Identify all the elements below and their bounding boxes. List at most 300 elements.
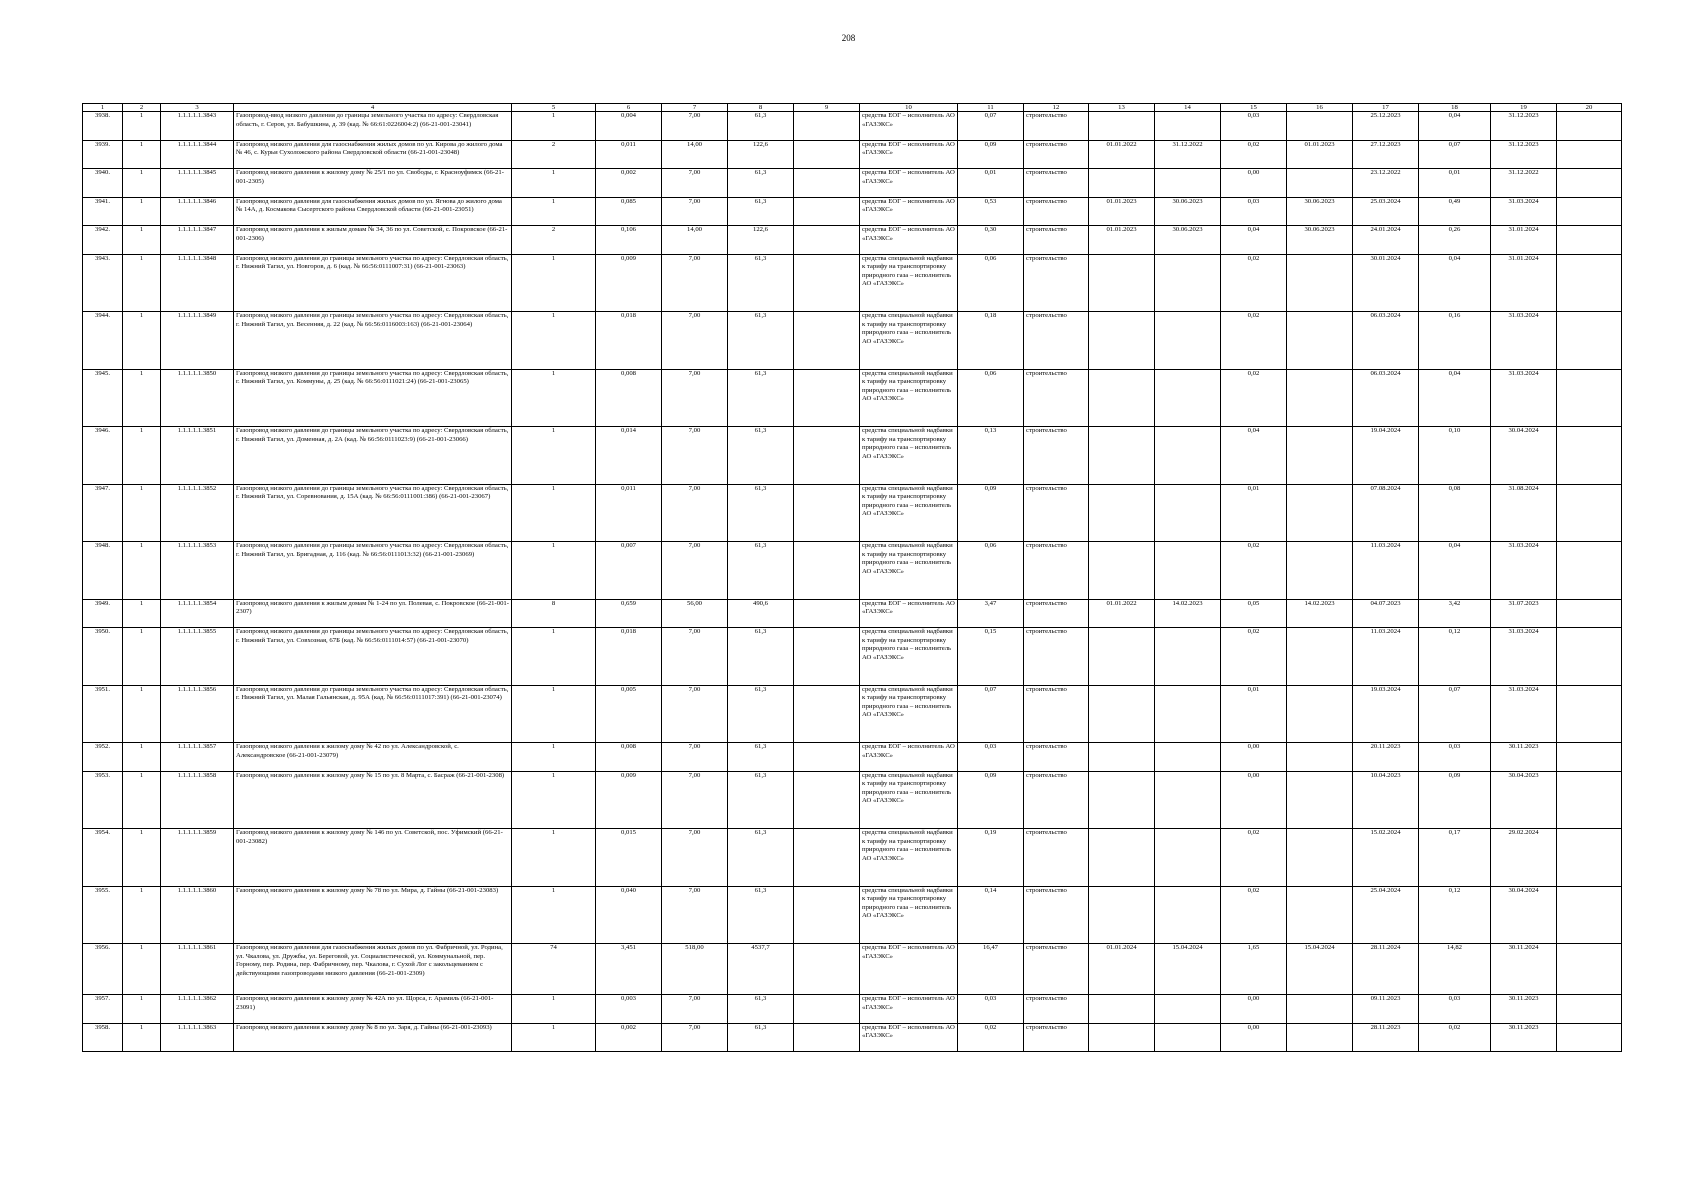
cell-col-17: 28.11.2024 [1353,944,1419,995]
cell-col-6: 0,003 [596,995,662,1024]
cell-col-9 [794,829,860,887]
cell-col-2: 1 [123,886,161,944]
cell-col-12: строительство [1024,542,1089,600]
cell-col-14 [1155,743,1221,772]
cell-col-7: 7,00 [662,628,728,686]
table-row [83,829,1622,887]
cell-col-2: 1 [123,312,161,370]
cell-col-17: 11.03.2024 [1353,542,1419,600]
cell-col-15: 0,02 [1221,369,1287,427]
cell-col-13 [1089,1023,1155,1052]
cell-col-5: 1 [512,169,596,198]
cell-col-6: 0,009 [596,771,662,829]
cell-col-8: 61,3 [728,886,794,944]
cell-col-16 [1287,312,1353,370]
cell-col-4: Газопровод низкого давления для газоснабжения жилых домов по ул. Фабричной, ул. Родина, ул. Чкалова, ул. Дружбы, ул. Береговой, ул. Социалистической, ул. Коммунальной, пер. Горному, пер. Родина, пер. Фабричному, пер. Чкалова, г. Сухой Лог с закольцеванием с действующими газопроводами низкого давления (66-21-001-2309) [234,944,512,995]
cell-col-4: Газопровод низкого давления к жилому дому № 146 по ул. Советской, пос. Уфимский (66-21-001-23082) [234,829,512,887]
cell-col-16: 15.04.2024 [1287,944,1353,995]
cell-col-5: 1 [512,628,596,686]
page-number: 208 [841,33,856,43]
cell-col-2: 1 [123,1023,161,1052]
cell-col-17: 27.12.2023 [1353,140,1419,169]
cell-col-1: 3946. [83,427,123,485]
cell-col-4: Газопровод низкого давления к жилому дому № 15 по ул. 8 Марта, с. Басраж (66-21-001-2308) [234,771,512,829]
cell-col-4: Газопровод низкого давления к жилым домам № 34, 36 по ул. Советской, с. Покровское (66-21-001-2306) [234,226,512,255]
cell-col-17: 06.03.2024 [1353,312,1419,370]
cell-col-14 [1155,995,1221,1024]
cell-col-17: 28.11.2023 [1353,1023,1419,1052]
cell-col-20 [1557,112,1622,141]
cell-col-15: 0,00 [1221,995,1287,1024]
cell-col-9 [794,369,860,427]
cell-col-12: строительство [1024,197,1089,226]
column-header-1: 1 [83,104,123,112]
cell-col-20 [1557,226,1622,255]
cell-col-14: 30.06.2023 [1155,226,1221,255]
cell-col-1: 3950. [83,628,123,686]
cell-col-1: 3953. [83,771,123,829]
cell-col-12: строительство [1024,628,1089,686]
cell-col-1: 3947. [83,484,123,542]
cell-col-2: 1 [123,829,161,887]
cell-col-19: 31.03.2024 [1491,542,1557,600]
cell-col-18: 3,42 [1419,599,1491,628]
cell-col-3: 1.1.1.1.1.3850 [161,369,234,427]
cell-col-11: 0,06 [958,542,1024,600]
cell-col-7: 7,00 [662,1023,728,1052]
cell-col-7: 7,00 [662,369,728,427]
cell-col-15: 0,02 [1221,628,1287,686]
cell-col-2: 1 [123,140,161,169]
cell-col-7: 14,00 [662,226,728,255]
cell-col-14 [1155,628,1221,686]
column-header-10: 10 [860,104,958,112]
cell-col-8: 61,3 [728,197,794,226]
cell-col-9 [794,197,860,226]
cell-col-5: 2 [512,140,596,169]
column-header-7: 7 [662,104,728,112]
cell-col-11: 0,01 [958,169,1024,198]
cell-col-19: 30.04.2023 [1491,771,1557,829]
cell-col-5: 1 [512,542,596,600]
cell-col-8: 61,3 [728,484,794,542]
cell-col-18: 0,08 [1419,484,1491,542]
table-row [83,369,1622,427]
cell-col-7: 518,00 [662,944,728,995]
cell-col-1: 3949. [83,599,123,628]
cell-col-14 [1155,771,1221,829]
cell-col-1: 3951. [83,685,123,743]
cell-col-20 [1557,169,1622,198]
cell-col-6: 0,015 [596,829,662,887]
cell-col-20 [1557,743,1622,772]
cell-col-15: 0,02 [1221,254,1287,312]
cell-col-3: 1.1.1.1.1.3862 [161,995,234,1024]
cell-col-17: 23.12.2022 [1353,169,1419,198]
cell-col-14 [1155,484,1221,542]
cell-col-10: средства специальной надбавки к тарифу на транспортировку природного газа – исполнитель АО «ГАЗЭКС» [860,628,958,686]
cell-col-9 [794,628,860,686]
cell-col-8: 61,3 [728,685,794,743]
column-header-14: 14 [1155,104,1221,112]
cell-col-17: 19.04.2024 [1353,427,1419,485]
cell-col-12: строительство [1024,829,1089,887]
cell-col-10: средства специальной надбавки к тарифу на транспортировку природного газа – исполнитель АО «ГАЗЭКС» [860,685,958,743]
table-row [83,771,1622,829]
cell-col-3: 1.1.1.1.1.3848 [161,254,234,312]
cell-col-10: средства ЕОГ – исполнитель АО «ГАЗЭКС» [860,226,958,255]
cell-col-14: 30.06.2023 [1155,197,1221,226]
cell-col-9 [794,427,860,485]
cell-col-18: 0,07 [1419,685,1491,743]
cell-col-15: 0,03 [1221,197,1287,226]
cell-col-10: средства ЕОГ – исполнитель АО «ГАЗЭКС» [860,169,958,198]
cell-col-11: 16,47 [958,944,1024,995]
cell-col-16 [1287,995,1353,1024]
table-row [83,685,1622,743]
cell-col-9 [794,254,860,312]
cell-col-8: 61,3 [728,169,794,198]
cell-col-18: 0,16 [1419,312,1491,370]
cell-col-13 [1089,685,1155,743]
cell-col-7: 7,00 [662,995,728,1024]
cell-col-10: средства ЕОГ – исполнитель АО «ГАЗЭКС» [860,995,958,1024]
cell-col-20 [1557,685,1622,743]
cell-col-15: 0,00 [1221,743,1287,772]
cell-col-20 [1557,628,1622,686]
cell-col-19: 29.02.2024 [1491,829,1557,887]
cell-col-5: 1 [512,771,596,829]
cell-col-3: 1.1.1.1.1.3847 [161,226,234,255]
cell-col-13 [1089,484,1155,542]
cell-col-6: 0,040 [596,886,662,944]
cell-col-6: 0,018 [596,312,662,370]
cell-col-18: 0,10 [1419,427,1491,485]
cell-col-5: 1 [512,995,596,1024]
cell-col-6: 0,018 [596,628,662,686]
cell-col-19: 30.04.2024 [1491,427,1557,485]
cell-col-5: 1 [512,312,596,370]
cell-col-18: 0,04 [1419,542,1491,600]
cell-col-17: 25.03.2024 [1353,197,1419,226]
cell-col-10: средства специальной надбавки к тарифу на транспортировку природного газа – исполнитель АО «ГАЗЭКС» [860,369,958,427]
cell-col-4: Газопровод низкого давления до границы земельного участка по адресу: Свердловская область, г. Нижний Тагил, ул. Новгоров, д. 6 (кад. № 66:56:0111007:31) (66-21-001-23063) [234,254,512,312]
cell-col-14 [1155,169,1221,198]
cell-col-8: 4537,7 [728,944,794,995]
cell-col-5: 1 [512,427,596,485]
cell-col-20 [1557,1023,1622,1052]
cell-col-11: 0,07 [958,685,1024,743]
cell-col-20 [1557,427,1622,485]
cell-col-18: 0,12 [1419,886,1491,944]
cell-col-14 [1155,542,1221,600]
cell-col-1: 3958. [83,1023,123,1052]
cell-col-11: 0,06 [958,369,1024,427]
cell-col-13 [1089,995,1155,1024]
cell-col-3: 1.1.1.1.1.3856 [161,685,234,743]
cell-col-7: 7,00 [662,743,728,772]
cell-col-20 [1557,829,1622,887]
cell-col-18: 0,02 [1419,1023,1491,1052]
cell-col-18: 0,03 [1419,743,1491,772]
cell-col-3: 1.1.1.1.1.3852 [161,484,234,542]
table-row [83,542,1622,600]
cell-col-15: 0,00 [1221,1023,1287,1052]
cell-col-14 [1155,886,1221,944]
cell-col-5: 1 [512,369,596,427]
cell-col-11: 0,09 [958,771,1024,829]
cell-col-19: 31.03.2024 [1491,628,1557,686]
cell-col-9 [794,112,860,141]
cell-col-8: 122,6 [728,226,794,255]
cell-col-16: 14.02.2023 [1287,599,1353,628]
cell-col-16 [1287,427,1353,485]
cell-col-8: 61,3 [728,112,794,141]
cell-col-18: 0,49 [1419,197,1491,226]
table-row [83,995,1622,1024]
cell-col-18: 0,12 [1419,628,1491,686]
cell-col-2: 1 [123,743,161,772]
cell-col-10: средства ЕОГ – исполнитель АО «ГАЗЭКС» [860,944,958,995]
cell-col-6: 0,007 [596,542,662,600]
cell-col-11: 0,14 [958,886,1024,944]
cell-col-3: 1.1.1.1.1.3845 [161,169,234,198]
cell-col-14 [1155,685,1221,743]
cell-col-20 [1557,995,1622,1024]
cell-col-13 [1089,427,1155,485]
cell-col-11: 0,03 [958,995,1024,1024]
cell-col-1: 3943. [83,254,123,312]
cell-col-5: 74 [512,944,596,995]
cell-col-1: 3939. [83,140,123,169]
cell-col-17: 25.04.2024 [1353,886,1419,944]
cell-col-10: средства специальной надбавки к тарифу на транспортировку природного газа – исполнитель АО «ГАЗЭКС» [860,542,958,600]
cell-col-18: 0,04 [1419,254,1491,312]
cell-col-5: 1 [512,1023,596,1052]
cell-col-19: 31.03.2024 [1491,312,1557,370]
cell-col-12: строительство [1024,484,1089,542]
cell-col-15: 0,00 [1221,169,1287,198]
cell-col-1: 3956. [83,944,123,995]
cell-col-10: средства ЕОГ – исполнитель АО «ГАЗЭКС» [860,197,958,226]
cell-col-8: 61,3 [728,542,794,600]
cell-col-14: 14.02.2023 [1155,599,1221,628]
cell-col-3: 1.1.1.1.1.3853 [161,542,234,600]
cell-col-1: 3945. [83,369,123,427]
cell-col-11: 0,07 [958,112,1024,141]
column-header-16: 16 [1287,104,1353,112]
column-header-6: 6 [596,104,662,112]
cell-col-7: 7,00 [662,197,728,226]
cell-col-13 [1089,169,1155,198]
column-header-17: 17 [1353,104,1419,112]
table-row [83,628,1622,686]
cell-col-2: 1 [123,944,161,995]
cell-col-7: 7,00 [662,427,728,485]
cell-col-20 [1557,542,1622,600]
cell-col-1: 3952. [83,743,123,772]
cell-col-18: 0,01 [1419,169,1491,198]
cell-col-2: 1 [123,427,161,485]
cell-col-7: 7,00 [662,685,728,743]
cell-col-17: 11.03.2024 [1353,628,1419,686]
cell-col-17: 15.02.2024 [1353,829,1419,887]
cell-col-7: 56,00 [662,599,728,628]
column-header-2: 2 [123,104,161,112]
cell-col-16 [1287,771,1353,829]
cell-col-2: 1 [123,226,161,255]
cell-col-13 [1089,312,1155,370]
cell-col-13 [1089,829,1155,887]
cell-col-4: Газопровод низкого давления до границы земельного участка по адресу: Свердловская область, г. Нижний Тагил, ул. Малая Гальянская, д. 95А (кад. № 66:56:0111017:391) (66-21-001-23074) [234,685,512,743]
cell-col-14 [1155,1023,1221,1052]
cell-col-5: 1 [512,254,596,312]
cell-col-10: средства специальной надбавки к тарифу на транспортировку природного газа – исполнитель АО «ГАЗЭКС» [860,829,958,887]
cell-col-6: 0,002 [596,1023,662,1052]
cell-col-14 [1155,254,1221,312]
cell-col-10: средства специальной надбавки к тарифу на транспортировку природного газа – исполнитель АО «ГАЗЭКС» [860,484,958,542]
cell-col-8: 61,3 [728,995,794,1024]
cell-col-10: средства специальной надбавки к тарифу на транспортировку природного газа – исполнитель АО «ГАЗЭКС» [860,886,958,944]
column-header-9: 9 [794,104,860,112]
cell-col-16: 30.06.2023 [1287,226,1353,255]
cell-col-19: 31.12.2023 [1491,140,1557,169]
cell-col-7: 7,00 [662,312,728,370]
cell-col-6: 0,009 [596,254,662,312]
cell-col-6: 0,014 [596,427,662,485]
cell-col-3: 1.1.1.1.1.3843 [161,112,234,141]
cell-col-11: 0,03 [958,743,1024,772]
cell-col-2: 1 [123,995,161,1024]
cell-col-9 [794,743,860,772]
table-row [83,312,1622,370]
cell-col-10: средства ЕОГ – исполнитель АО «ГАЗЭКС» [860,1023,958,1052]
cell-col-15: 1,65 [1221,944,1287,995]
cell-col-5: 1 [512,484,596,542]
cell-col-11: 0,09 [958,140,1024,169]
cell-col-12: строительство [1024,254,1089,312]
cell-col-15: 0,04 [1221,226,1287,255]
cell-col-17: 09.11.2023 [1353,995,1419,1024]
cell-col-7: 7,00 [662,771,728,829]
cell-col-7: 7,00 [662,169,728,198]
cell-col-8: 490,6 [728,599,794,628]
cell-col-12: строительство [1024,944,1089,995]
cell-col-4: Газопровод низкого давления к жилому дому № 42 по ул. Александровской, с. Александровское (66-21-001-23079) [234,743,512,772]
cell-col-6: 0,004 [596,112,662,141]
cell-col-12: строительство [1024,886,1089,944]
cell-col-10: средства специальной надбавки к тарифу на транспортировку природного газа – исполнитель АО «ГАЗЭКС» [860,771,958,829]
cell-col-5: 8 [512,599,596,628]
cell-col-10: средства специальной надбавки к тарифу на транспортировку природного газа – исполнитель АО «ГАЗЭКС» [860,427,958,485]
cell-col-7: 14,00 [662,140,728,169]
cell-col-13: 01.01.2024 [1089,944,1155,995]
cell-col-12: строительство [1024,312,1089,370]
table-header-row [83,104,1622,112]
cell-col-2: 1 [123,771,161,829]
cell-col-17: 30.01.2024 [1353,254,1419,312]
cell-col-3: 1.1.1.1.1.3861 [161,944,234,995]
cell-col-2: 1 [123,169,161,198]
cell-col-4: Газопровод-ввод низкого давления до границы земельного участка по адресу: Свердловская область, г. Серов, ул. Бабушкина, д. 39 (кад. № 66:61:0226004:2) (66-21-001-23041) [234,112,512,141]
cell-col-20 [1557,484,1622,542]
cell-col-7: 7,00 [662,829,728,887]
cell-col-19: 31.01.2024 [1491,226,1557,255]
cell-col-2: 1 [123,599,161,628]
cell-col-12: строительство [1024,140,1089,169]
cell-col-13 [1089,112,1155,141]
cell-col-13 [1089,628,1155,686]
cell-col-11: 0,19 [958,829,1024,887]
cell-col-1: 3955. [83,886,123,944]
cell-col-4: Газопровод низкого давления к жилому дому № 42А по ул. Щорса, г. Арамиль (66-21-001-23091) [234,995,512,1024]
column-header-20: 20 [1557,104,1622,112]
cell-col-12: строительство [1024,169,1089,198]
cell-col-19: 31.12.2022 [1491,169,1557,198]
cell-col-16 [1287,484,1353,542]
cell-col-5: 1 [512,112,596,141]
table-row [83,886,1622,944]
cell-col-14: 31.12.2022 [1155,140,1221,169]
cell-col-1: 3941. [83,197,123,226]
cell-col-7: 7,00 [662,886,728,944]
cell-col-18: 0,04 [1419,369,1491,427]
cell-col-11: 0,02 [958,1023,1024,1052]
cell-col-3: 1.1.1.1.1.3857 [161,743,234,772]
cell-col-16 [1287,1023,1353,1052]
cell-col-18: 0,04 [1419,112,1491,141]
cell-col-1: 3944. [83,312,123,370]
cell-col-9 [794,484,860,542]
cell-col-6: 0,008 [596,369,662,427]
cell-col-12: строительство [1024,427,1089,485]
cell-col-18: 0,03 [1419,995,1491,1024]
cell-col-7: 7,00 [662,542,728,600]
cell-col-4: Газопровод низкого давления к жилому дому № 78 по ул. Мира, д. Гайны (66-21-001-23083) [234,886,512,944]
column-header-12: 12 [1024,104,1089,112]
cell-col-6: 0,011 [596,484,662,542]
cell-col-20 [1557,312,1622,370]
cell-col-9 [794,771,860,829]
cell-col-3: 1.1.1.1.1.3860 [161,886,234,944]
cell-col-3: 1.1.1.1.1.3863 [161,1023,234,1052]
cell-col-1: 3948. [83,542,123,600]
cell-col-19: 31.03.2024 [1491,197,1557,226]
cell-col-13 [1089,771,1155,829]
cell-col-12: строительство [1024,599,1089,628]
cell-col-5: 1 [512,829,596,887]
column-header-4: 4 [234,104,512,112]
table-row [83,140,1622,169]
cell-col-13: 01.01.2023 [1089,226,1155,255]
cell-col-3: 1.1.1.1.1.3855 [161,628,234,686]
column-header-18: 18 [1419,104,1491,112]
cell-col-11: 0,13 [958,427,1024,485]
cell-col-14 [1155,829,1221,887]
cell-col-3: 1.1.1.1.1.3858 [161,771,234,829]
cell-col-11: 0,30 [958,226,1024,255]
cell-col-10: средства ЕОГ – исполнитель АО «ГАЗЭКС» [860,743,958,772]
cell-col-6: 0,011 [596,140,662,169]
cell-col-4: Газопровод низкого давления к жилому дому № 25/1 по ул. Свободы, г. Красноуфимск (66-21-001-2305) [234,169,512,198]
cell-col-9 [794,140,860,169]
cell-col-14 [1155,112,1221,141]
cell-col-11: 3,47 [958,599,1024,628]
cell-col-10: средства ЕОГ – исполнитель АО «ГАЗЭКС» [860,112,958,141]
cell-col-19: 30.11.2023 [1491,743,1557,772]
cell-col-19: 31.01.2024 [1491,254,1557,312]
cell-col-2: 1 [123,197,161,226]
